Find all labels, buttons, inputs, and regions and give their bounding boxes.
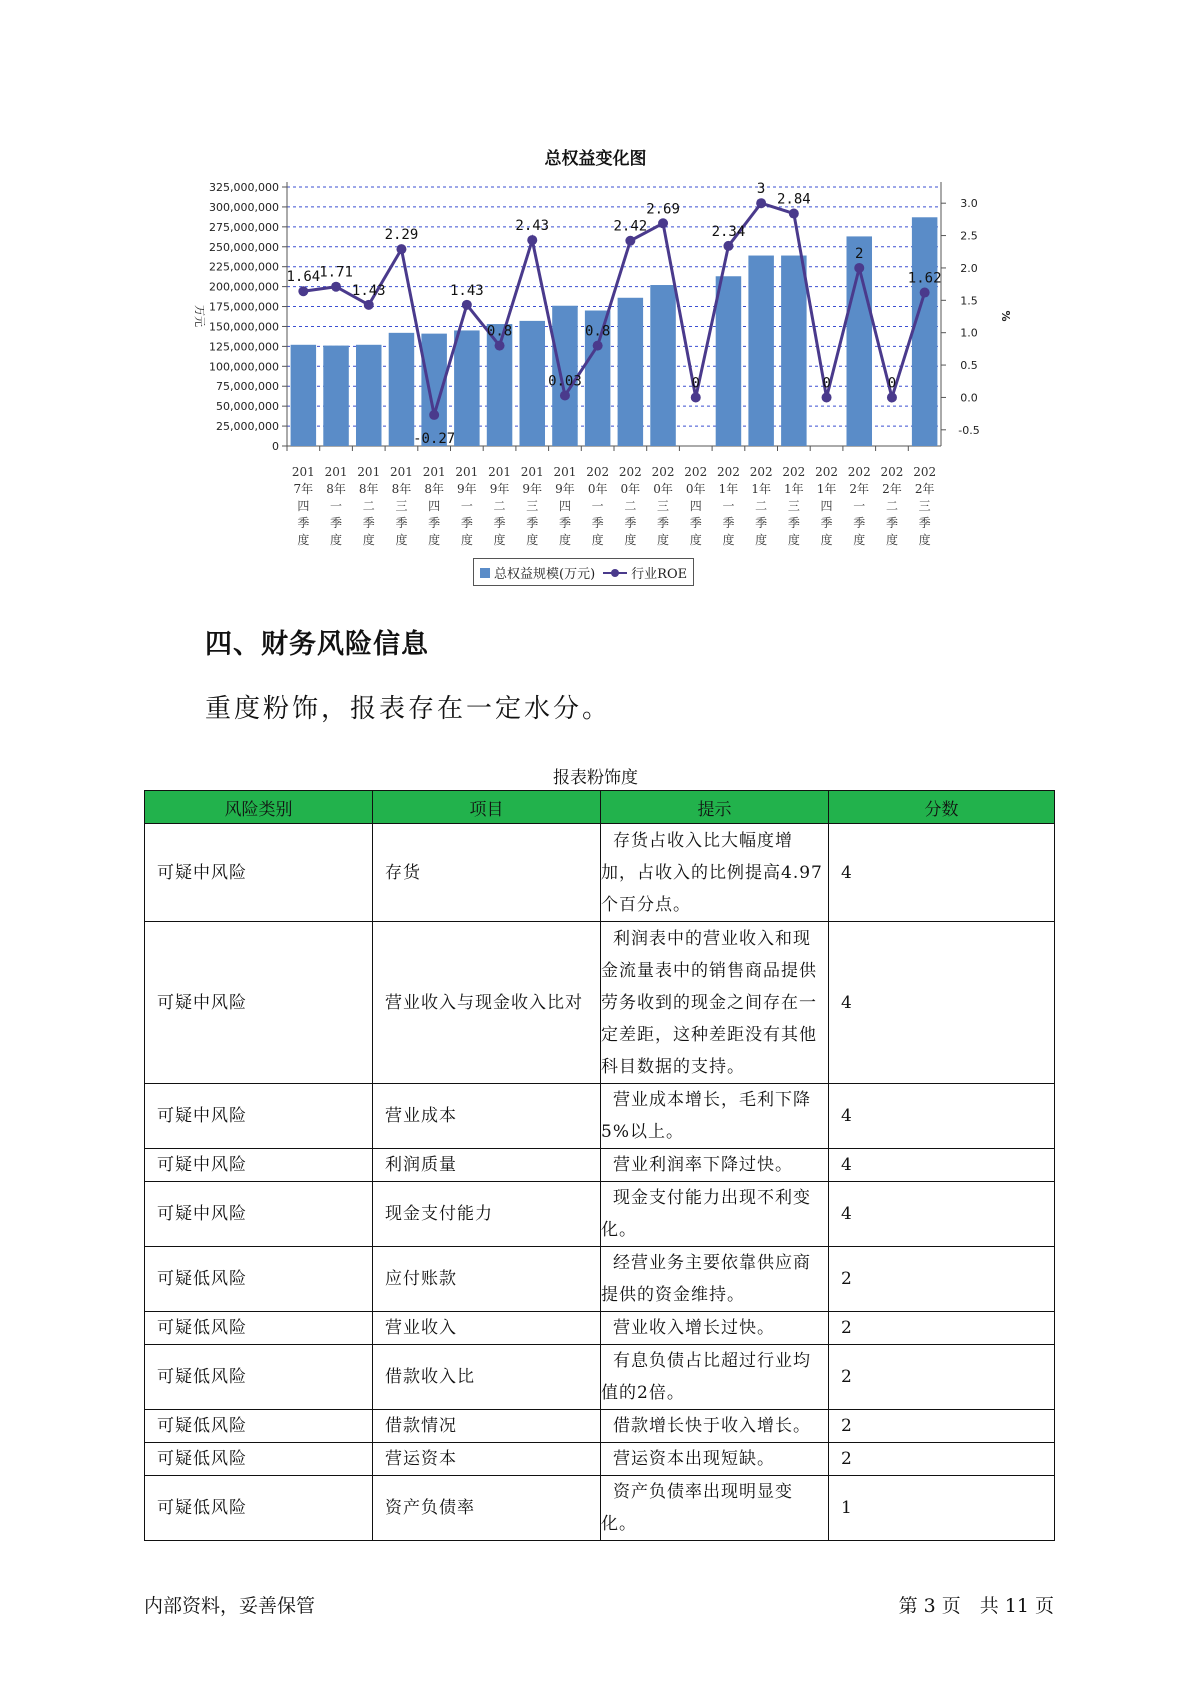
x-category-label: 季: [330, 516, 343, 530]
left-tick-label: 125,000,000: [209, 340, 279, 354]
x-category-label: 季: [722, 516, 735, 530]
x-category-label: 度: [820, 533, 833, 547]
x-category-label: 二: [755, 499, 768, 513]
table-row: [145, 1476, 1055, 1541]
x-category-label: 季: [755, 516, 768, 530]
score-cell: 2: [829, 1345, 1055, 1410]
roe-point: [625, 236, 635, 246]
x-category-label: 202: [586, 465, 610, 479]
risk-category-cell: 可疑低风险: [145, 1410, 373, 1443]
x-category-label: 201: [553, 465, 577, 479]
score-cell: 4: [829, 1084, 1055, 1149]
item-cell: 营业收入与现金收入比对: [373, 922, 601, 1084]
x-category-label: 度: [853, 533, 866, 547]
roe-data-label: 1.43: [351, 282, 386, 299]
roe-point: [756, 198, 766, 208]
x-category-label: 9年: [522, 482, 543, 496]
x-category-label: 2年: [882, 482, 902, 496]
bar: [356, 345, 382, 446]
tip-cell: 借款增长快于收入增长。: [601, 1410, 829, 1443]
table-caption: 报表粉饰度: [553, 768, 638, 788]
legend-label-roe: 行业ROE: [631, 566, 688, 582]
x-category-label: 202: [618, 465, 642, 479]
x-category-label: 1年: [751, 482, 771, 496]
risk-category-cell: 可疑中风险: [145, 824, 373, 922]
x-category-label: 8年: [358, 482, 379, 496]
x-category-label: 度: [460, 533, 473, 547]
legend-line-swatch: [603, 568, 627, 578]
x-category-label: 度: [918, 533, 931, 547]
x-category-label: 202: [913, 465, 937, 479]
risk-category-cell: 可疑中风险: [145, 1182, 373, 1247]
roe-data-label: 2.69: [646, 201, 680, 218]
right-tick-label: 3.0: [960, 197, 978, 211]
risk-table: [144, 790, 1055, 1541]
table-header-row: [145, 791, 1055, 824]
tip-cell: 现金支付能力出现不利变化。: [601, 1182, 829, 1247]
x-category-label: 四: [689, 499, 702, 513]
tip-cell: 营业利润率下降过快。: [601, 1149, 829, 1182]
table-row: [145, 1410, 1055, 1443]
x-category-label: 季: [918, 516, 931, 530]
left-tick-label: 250,000,000: [209, 240, 279, 254]
x-category-label: 度: [755, 533, 768, 547]
x-category-label: 四: [297, 499, 310, 513]
tip-cell: 营运资本出现短缺。: [601, 1443, 829, 1476]
roe-data-label: 2.34: [711, 223, 746, 240]
risk-category-cell: 可疑中风险: [145, 1149, 373, 1182]
x-category-label: 度: [689, 533, 702, 547]
x-category-label: 二: [624, 499, 637, 513]
x-category-label: 202: [651, 465, 675, 479]
x-category-label: 8年: [424, 482, 444, 496]
tip-cell: 利润表中的营业收入和现金流量表中的销售商品提供劳务收到的现金之间存在一定差距，这种差距没有其他科目数据的支持。: [601, 922, 829, 1084]
header-score: 分数: [829, 791, 1055, 824]
x-category-label: 一: [853, 499, 866, 513]
x-category-label: 四: [428, 499, 441, 513]
x-category-label: 四: [820, 499, 833, 513]
roe-data-label: 2: [855, 245, 864, 262]
legend-bar-swatch: [480, 568, 490, 578]
left-tick-label: 50,000,000: [216, 400, 279, 414]
bar: [748, 256, 774, 446]
roe-data-label: -0.27: [413, 430, 456, 447]
x-category-label: 度: [395, 533, 408, 547]
x-category-label: 一: [330, 499, 343, 513]
footer-confidential: 内部资料，妥善保管: [144, 1595, 316, 1617]
roe-point: [593, 341, 603, 351]
roe-point: [658, 218, 668, 228]
x-category-label: 202: [782, 465, 806, 479]
risk-category-cell: 可疑低风险: [145, 1443, 373, 1476]
score-cell: 1: [829, 1476, 1055, 1541]
chart-title: 总权益变化图: [544, 149, 647, 169]
roe-data-label: 0: [822, 375, 831, 392]
x-category-label: 8年: [391, 482, 412, 496]
x-category-label: 季: [428, 516, 441, 530]
roe-point: [429, 410, 439, 420]
x-category-label: 201: [455, 465, 479, 479]
risk-category-cell: 可疑低风险: [145, 1476, 373, 1541]
roe-point: [920, 288, 930, 298]
roe-data-label: 3: [756, 181, 766, 198]
roe-data-label: 0.8: [486, 323, 513, 340]
risk-category-cell: 可疑低风险: [145, 1312, 373, 1345]
risk-category-cell: 可疑中风险: [145, 1084, 373, 1149]
roe-data-label: 2.42: [613, 218, 648, 235]
table-row: [145, 1443, 1055, 1476]
score-cell: 4: [829, 922, 1055, 1084]
x-category-label: 三: [526, 499, 539, 513]
x-category-label: 季: [689, 516, 702, 530]
x-category-label: 度: [787, 533, 800, 547]
x-category-label: 度: [493, 533, 506, 547]
x-category-label: 8年: [326, 482, 346, 496]
table-row: [145, 1247, 1055, 1312]
roe-data-label: 1.71: [319, 264, 353, 281]
table-row: [145, 1312, 1055, 1345]
x-category-label: 度: [722, 533, 735, 547]
roe-data-label: 2.84: [776, 191, 811, 208]
x-category-label: 一: [591, 499, 604, 513]
roe-point: [854, 263, 864, 273]
tip-cell: 有息负债占比超过行业均值的2倍。: [601, 1345, 829, 1410]
x-category-label: 二: [493, 499, 506, 513]
x-category-label: 季: [853, 516, 866, 530]
x-category-label: 度: [428, 533, 441, 547]
item-cell: 资产负债率: [373, 1476, 601, 1541]
score-cell: 2: [829, 1312, 1055, 1345]
score-cell: 2: [829, 1247, 1055, 1312]
table-row: [145, 1345, 1055, 1410]
item-cell: 营运资本: [373, 1443, 601, 1476]
x-category-label: 一: [460, 499, 473, 513]
table-row: [145, 1149, 1055, 1182]
risk-category-cell: 可疑中风险: [145, 922, 373, 1084]
table-row: [145, 1182, 1055, 1247]
left-tick-label: 200,000,000: [209, 280, 279, 294]
roe-point: [560, 390, 570, 400]
x-category-label: 二: [885, 499, 898, 513]
item-cell: 应付账款: [373, 1247, 601, 1312]
section-heading: 四、财务风险信息: [205, 629, 429, 660]
left-tick-label: 275,000,000: [209, 220, 279, 234]
x-category-label: 1年: [816, 482, 837, 496]
x-category-label: 202: [749, 465, 773, 479]
bar: [912, 217, 938, 446]
x-category-label: 度: [558, 533, 571, 547]
right-axis-title: %: [999, 310, 1012, 322]
legend-label-equity: 总权益规模(万元): [494, 566, 596, 582]
chart-legend: [473, 558, 694, 586]
x-category-label: 9年: [489, 482, 510, 496]
item-cell: 营业成本: [373, 1084, 601, 1149]
score-cell: 4: [829, 1149, 1055, 1182]
x-category-label: 度: [591, 533, 604, 547]
x-category-label: 0年: [653, 482, 673, 496]
x-category-label: 度: [885, 533, 898, 547]
x-category-label: 三: [395, 499, 408, 513]
roe-point: [822, 392, 832, 402]
x-category-label: 季: [885, 516, 898, 530]
x-category-label: 三: [657, 499, 670, 513]
score-cell: 2: [829, 1410, 1055, 1443]
roe-data-label: 1.43: [449, 282, 484, 299]
x-category-label: 1年: [784, 482, 804, 496]
tip-cell: 营业收入增长过快。: [601, 1312, 829, 1345]
right-tick-label: 2.0: [960, 261, 978, 275]
x-category-label: 度: [657, 533, 670, 547]
roe-point: [527, 235, 537, 245]
score-cell: 4: [829, 1182, 1055, 1247]
score-cell: 4: [829, 824, 1055, 922]
footer-page-number: 第 3 页 共 11 页: [898, 1595, 1054, 1617]
x-category-label: 季: [787, 516, 800, 530]
left-axis-title: 万元: [193, 305, 206, 327]
x-category-label: 一: [722, 499, 735, 513]
x-category-label: 201: [520, 465, 544, 479]
left-tick-label: 150,000,000: [209, 320, 279, 334]
x-category-label: 202: [815, 465, 839, 479]
x-category-label: 0年: [620, 482, 641, 496]
bar: [454, 330, 480, 446]
x-category-label: 季: [395, 516, 408, 530]
x-category-label: 四: [558, 499, 571, 513]
x-category-label: 度: [362, 533, 375, 547]
x-category-label: 202: [684, 465, 708, 479]
left-tick-label: 325,000,000: [209, 181, 279, 194]
item-cell: 借款情况: [373, 1410, 601, 1443]
x-category-label: 季: [460, 516, 473, 530]
right-tick-label: 1.0: [960, 326, 978, 340]
risk-category-cell: 可疑低风险: [145, 1345, 373, 1410]
x-category-label: 季: [657, 516, 670, 530]
x-category-label: 201: [422, 465, 446, 479]
roe-data-label: 2.29: [384, 227, 419, 244]
x-category-label: 度: [526, 533, 539, 547]
item-cell: 营业收入: [373, 1312, 601, 1345]
table-row: [145, 824, 1055, 922]
roe-point: [723, 241, 733, 251]
x-category-label: 7年: [293, 482, 314, 496]
x-category-label: 202: [847, 465, 871, 479]
roe-data-label: 0.8: [585, 323, 611, 340]
x-category-label: 三: [918, 499, 931, 513]
tip-cell: 营业成本增长，毛利下降5%以上。: [601, 1084, 829, 1149]
roe-point: [495, 341, 505, 351]
x-category-label: 9年: [555, 482, 575, 496]
x-category-label: 0年: [685, 482, 706, 496]
roe-point: [887, 392, 897, 402]
left-tick-label: 75,000,000: [216, 380, 279, 394]
x-category-label: 201: [488, 465, 512, 479]
risk-category-cell: 可疑低风险: [145, 1247, 373, 1312]
x-category-label: 9年: [457, 482, 477, 496]
x-category-label: 季: [558, 516, 571, 530]
x-category-label: 201: [357, 465, 381, 479]
bar: [519, 321, 545, 446]
table-row: [145, 922, 1055, 1084]
x-category-label: 季: [820, 516, 833, 530]
x-category-label: 201: [291, 465, 315, 479]
bar: [389, 333, 415, 446]
tip-cell: 资产负债率出现明显变化。: [601, 1476, 829, 1541]
roe-data-label: 0: [887, 375, 897, 392]
bar: [323, 346, 349, 446]
right-tick-label: 0.5: [960, 359, 978, 373]
x-category-label: 二: [362, 499, 375, 513]
x-category-label: 度: [624, 533, 637, 547]
x-category-label: 季: [624, 516, 637, 530]
x-category-label: 季: [493, 516, 506, 530]
item-cell: 存货: [373, 824, 601, 922]
left-tick-label: 225,000,000: [209, 260, 279, 274]
roe-point: [691, 392, 701, 402]
x-category-label: 1年: [718, 482, 739, 496]
tip-cell: 经营业务主要依靠供应商提供的资金维持。: [601, 1247, 829, 1312]
risk-summary: 重度粉饰，报表存在一定水分。: [205, 694, 612, 724]
roe-point: [462, 300, 472, 310]
x-category-label: 202: [880, 465, 904, 479]
roe-data-label: 2.43: [515, 218, 550, 235]
legend-item-roe: [603, 563, 687, 582]
right-tick-label: 1.5: [960, 294, 978, 308]
bar: [291, 345, 317, 446]
left-tick-label: 100,000,000: [209, 360, 279, 374]
roe-point: [331, 282, 341, 292]
right-tick-label: 2.5: [960, 229, 978, 243]
x-category-label: 度: [297, 533, 310, 547]
x-category-label: 2年: [914, 482, 935, 496]
x-category-label: 三: [787, 499, 800, 513]
x-category-label: 202: [716, 465, 740, 479]
table-row: [145, 1084, 1055, 1149]
right-tick-label: -0.5: [958, 423, 980, 437]
x-category-label: 201: [389, 465, 413, 479]
legend-item-equity: [480, 563, 595, 582]
roe-point: [396, 244, 406, 254]
x-category-label: 季: [591, 516, 604, 530]
item-cell: 利润质量: [373, 1149, 601, 1182]
score-cell: 2: [829, 1443, 1055, 1476]
roe-point: [364, 300, 374, 310]
left-tick-label: 175,000,000: [209, 300, 279, 314]
bar: [781, 256, 807, 446]
x-category-label: 度: [330, 533, 343, 547]
x-category-label: 0年: [587, 482, 608, 496]
x-category-label: 2年: [849, 482, 870, 496]
header-item: 项目: [373, 791, 601, 824]
equity-chart: [0, 0, 1191, 560]
bar: [716, 276, 742, 446]
tip-cell: 存货占收入比大幅度增加，占收入的比例提高4.97个百分点。: [601, 824, 829, 922]
roe-point: [789, 209, 799, 219]
roe-data-label: 0.03: [548, 373, 582, 390]
item-cell: 借款收入比: [373, 1345, 601, 1410]
item-cell: 现金支付能力: [373, 1182, 601, 1247]
roe-data-label: 0: [691, 375, 700, 392]
bar: [650, 285, 676, 446]
roe-data-label: 1.62: [907, 270, 942, 287]
left-tick-label: 300,000,000: [209, 200, 279, 214]
bar: [618, 298, 644, 446]
roe-data-label: 1.64: [286, 269, 321, 286]
right-tick-label: 0.0: [960, 391, 978, 405]
x-category-label: 201: [324, 465, 348, 479]
x-category-label: 季: [362, 516, 375, 530]
left-tick-label: 25,000,000: [216, 420, 279, 434]
x-category-label: 季: [297, 516, 310, 530]
header-category: 风险类别: [145, 791, 373, 824]
roe-point: [298, 286, 308, 296]
x-category-label: 季: [526, 516, 539, 530]
table-body: [145, 824, 1055, 1541]
left-tick-label: 0: [272, 440, 279, 453]
header-tip: 提示: [601, 791, 829, 824]
